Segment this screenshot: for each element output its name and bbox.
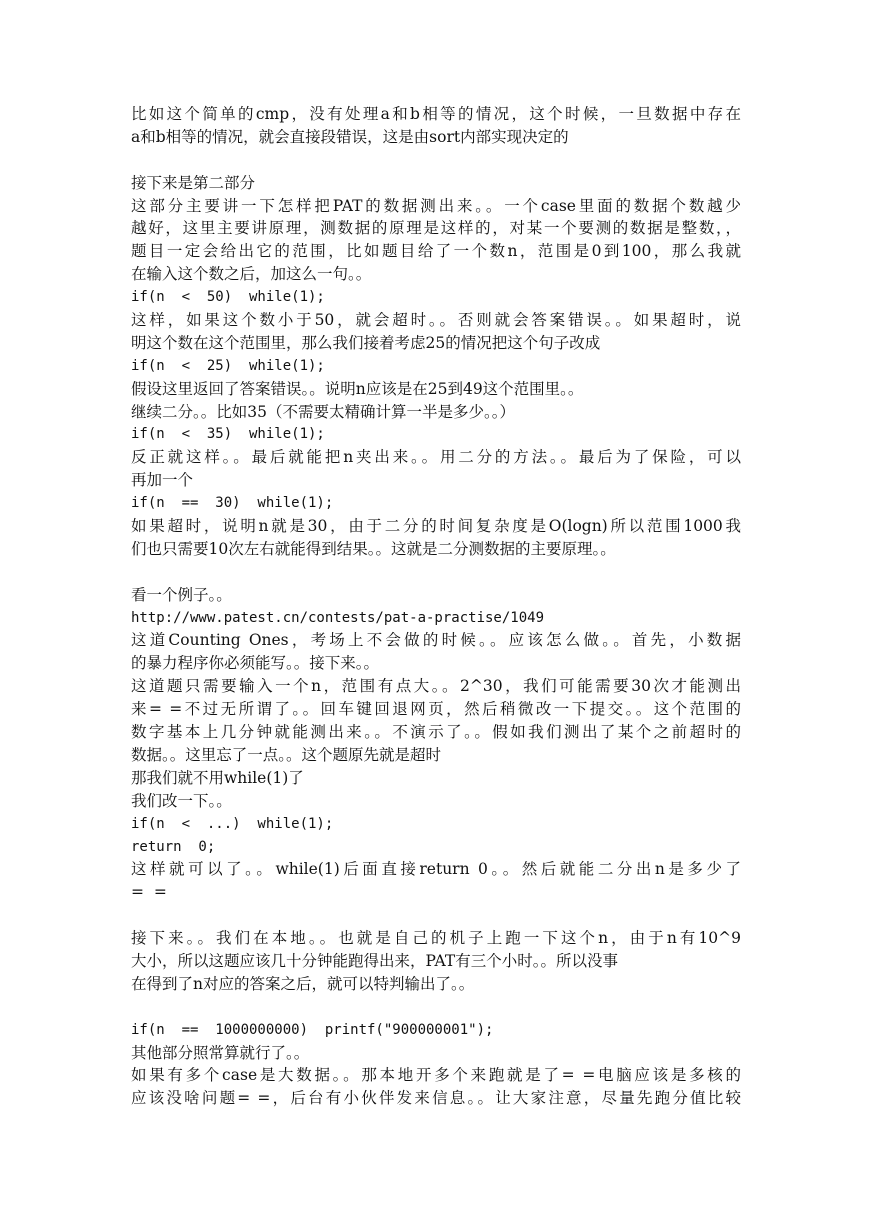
text-line: 题目一定会给出它的范围，比如题目给了一个数n，范围是0到100，那么我就 <box>131 242 741 261</box>
blank-line <box>131 561 741 584</box>
document-body <box>131 103 741 1110</box>
text-line: 明这个数在这个范围里，那么我们接着考虑25的情况把这个句子改成 <box>131 333 601 352</box>
text-line: 在得到了n对应的答案之后，就可以特判输出了。。 <box>131 974 475 993</box>
text-line: 数据。。这里忘了一点。。这个题原先就是超时 <box>131 745 442 764</box>
text-line: 接下来是第二部分 <box>131 173 256 192</box>
text-line: 在输入这个数之后，加这么一句。。 <box>131 265 372 284</box>
text-line: 如果有多个case是大数据。。那本地开多个来跑就是了= =电脑应该是多核的 <box>131 1066 741 1085</box>
text-line: 的暴力程序你必须能写。。接下来。。 <box>131 654 380 673</box>
text-line: 假设这里返回了答案错误。。说明n应该是在25到49这个范围里。。 <box>131 379 584 398</box>
text-line: 反正就这样。。最后就能把n夹出来。。用二分的方法。。最后为了保险，可以 <box>131 448 741 467</box>
text-line: 看一个例子。。 <box>131 585 232 604</box>
code-line: http://www.patest.cn/contests/pat-a-practise/1049 <box>131 609 545 626</box>
code-line: if(n == 1000000000) printf("900000001"); <box>131 1021 494 1038</box>
text-line: 接下来。。我们在本地。。也就是自己的机子上跑一下这个n，由于n有10^9 <box>131 929 741 948</box>
code-line: if(n == 30) while(1); <box>131 495 334 512</box>
code-line: if(n < 25) while(1); <box>131 357 325 374</box>
text-line: 这样就可以了。。while(1)后面直接return 0。。然后就能二分出n是多少了 <box>131 860 741 879</box>
text-line: 这道题只需要输入一个n，范围有点大。。2^30，我们可能需要30次才能测出 <box>131 677 741 696</box>
blank-line <box>131 904 741 927</box>
text-line: 那我们就不用while(1)了 <box>131 768 304 787</box>
text-line: 这样，如果这个数小于50，就会超时。。否则就会答案错误。。如果超时，说 <box>131 311 741 330</box>
text-line: 应该没啥问题= =，后台有小伙伴发来信息。。让大家注意，尽量先跑分值比较 <box>131 1089 741 1108</box>
code-line: if(n < ...) while(1); <box>131 815 334 832</box>
text-line: 越好，这里主要讲原理，测数据的原理是这样的，对某一个要测的数据是整数，， <box>131 219 741 238</box>
text-line: 们也只需要10次左右就能得到结果。。这就是二分测数据的主要原理。。 <box>131 539 616 558</box>
text-line: 继续二分。。比如35（不需要太精确计算一半是多少。。） <box>131 402 515 421</box>
text-line: 比如这个简单的cmp，没有处理a和b相等的情况，这个时候，一旦数据中存在 <box>131 105 741 123</box>
code-line: if(n < 50) while(1); <box>131 289 325 306</box>
text-line: 来= =不过无所谓了。。回车键回退网页，然后稍微改一下提交。。这个范围的 <box>131 700 741 719</box>
text-line: 大小，所以这题应该几十分钟能跑得出来，PAT有三个小时。。所以没事 <box>131 951 618 970</box>
blank-line <box>131 149 741 172</box>
text-line: = = <box>131 883 167 902</box>
code-line: return 0; <box>131 838 216 855</box>
text-line: 我们改一下。。 <box>131 791 232 810</box>
text-line: 如果超时，说明n就是30，由于二分的时间复杂度是O(logn)所以范围1000我 <box>131 517 741 536</box>
text-line: a和b相等的情况，就会直接段错误，这是由sort内部实现决定的 <box>131 127 569 146</box>
text-line: 其他部分照常算就行了。。 <box>131 1043 310 1062</box>
text-line: 数字基本上几分钟就能测出来。。不演示了。。假如我们测出了某个之前超时的 <box>131 723 741 742</box>
text-line: 再加一个 <box>131 471 194 490</box>
blank-line <box>131 996 741 1019</box>
text-line: 这道Counting Ones，考场上不会做的时候。。应该怎么做。。首先，小数据 <box>131 631 741 650</box>
code-line: if(n < 35) while(1); <box>131 426 325 443</box>
text-line: 这部分主要讲一下怎样把PAT的数据测出来。。一个case里面的数据个数越少 <box>131 196 741 215</box>
